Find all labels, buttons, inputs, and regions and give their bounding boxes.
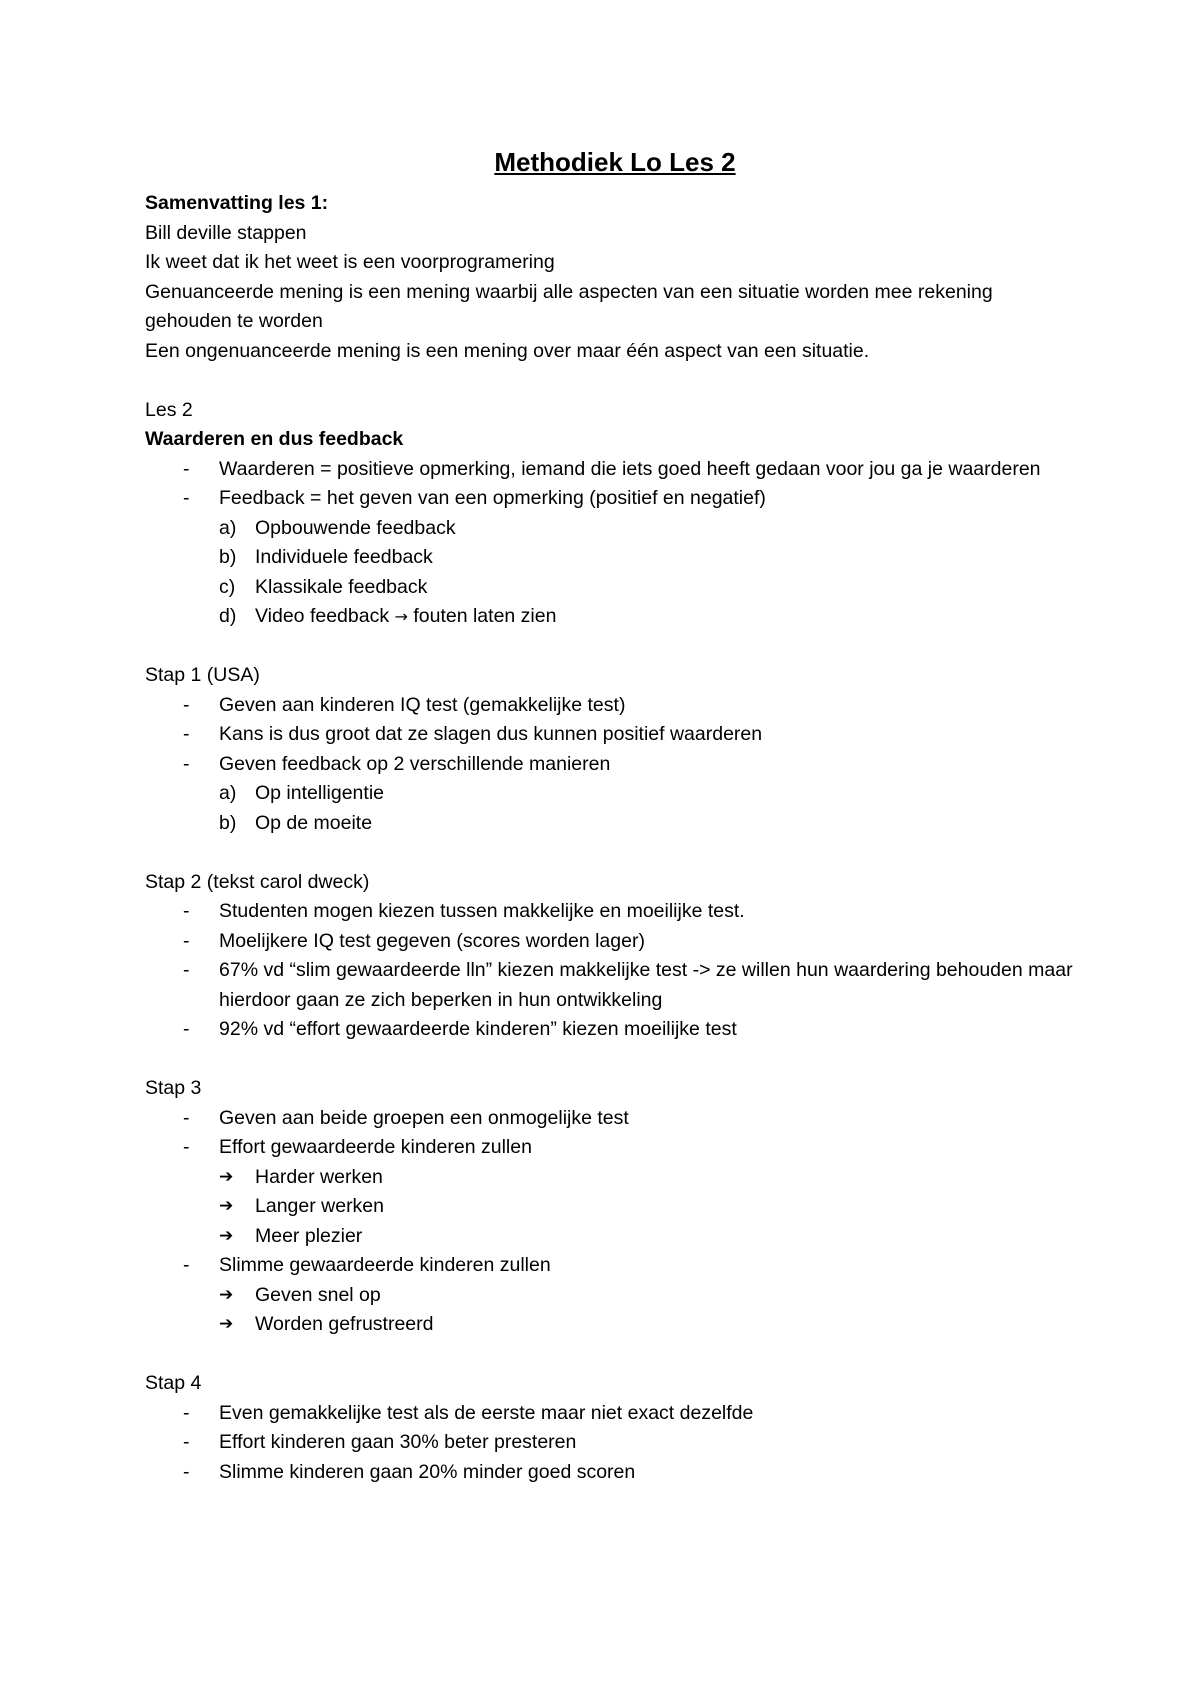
section-heading-stap4: Stap 4 xyxy=(145,1372,202,1394)
letter-marker: c) xyxy=(219,575,236,598)
sub-list-item-text: Video feedback xyxy=(255,605,390,627)
list-item-text: Geven aan beide groepen een onmogelijke test xyxy=(219,1106,629,1129)
document-page xyxy=(145,145,1075,1487)
sub-list-item-text: Opbouwende feedback xyxy=(255,516,456,539)
sub-list-item-text: fouten laten zien xyxy=(413,605,557,627)
dash-bullet: - xyxy=(183,1136,190,1158)
dash-bullet: - xyxy=(183,929,190,952)
list-item-text: Slimme kinderen gaan 20% minder goed scoren xyxy=(219,1460,636,1483)
dash-bullet: - xyxy=(183,457,190,480)
list-item-text: Even gemakkelijke test als de eerste maar niet exact dezelfde xyxy=(219,1401,754,1424)
letter-marker: b) xyxy=(219,811,237,834)
spacer xyxy=(145,632,1075,662)
list-item xyxy=(145,750,1075,780)
arrow-list-item xyxy=(145,1310,1075,1340)
sub-list-item xyxy=(145,573,1075,603)
summary-line: Genuanceerde mening is een mening waarbij alle aspecten van een situatie worden mee rekening gehouden te worden xyxy=(145,280,993,332)
sub-list-item-text: Op de moeite xyxy=(255,811,373,834)
list-item-text: Geven feedback op 2 verschillende manieren xyxy=(219,752,611,775)
document-title: Methodiek Lo Les 2 xyxy=(494,147,736,177)
dash-bullet: - xyxy=(183,1431,190,1453)
summary-line: Ik weet dat ik het weet is een voorprogramering xyxy=(145,251,555,273)
spacer xyxy=(145,366,1075,396)
letter-marker: a) xyxy=(219,516,237,539)
summary-line: Bill deville stappen xyxy=(145,221,307,244)
summary-line: Een ongenuanceerde mening is een mening over maar één aspect van een situatie. xyxy=(145,339,870,362)
list-item xyxy=(145,897,1075,927)
list-item-text: 67% vd “slim gewaardeerde lln” kiezen makkelijke test -> ze willen hun waardering behouden maar hierdoor gaan ze zich beperken in hun ontwikkeling xyxy=(219,959,1073,1011)
list-item xyxy=(145,1399,1075,1429)
list-item xyxy=(145,1104,1075,1134)
section-heading-stap3: Stap 3 xyxy=(145,1077,202,1099)
sub-list-item xyxy=(145,779,1075,809)
list-item-text: Effort kinderen gaan 30% beter presteren xyxy=(219,1431,577,1453)
spacer xyxy=(145,838,1075,868)
letter-marker: b) xyxy=(219,546,237,568)
bold-right-arrow-icon: ➔ xyxy=(219,1284,234,1305)
right-arrow-icon: → xyxy=(394,607,408,626)
list-item xyxy=(145,1133,1075,1163)
sub-list-item xyxy=(145,543,1075,573)
bold-right-arrow-icon: ➔ xyxy=(219,1314,234,1334)
dash-bullet: - xyxy=(183,1460,190,1483)
list-item-text: Moelijkere IQ test gegeven (scores worden lager) xyxy=(219,929,645,952)
arrow-list-item-text: Langer werken xyxy=(255,1195,384,1217)
arrow-list-item-text: Worden gefrustreerd xyxy=(255,1313,434,1335)
dash-bullet: - xyxy=(183,1018,190,1040)
sub-list-item xyxy=(145,602,1075,632)
letter-marker: d) xyxy=(219,605,237,627)
sub-list-item xyxy=(145,514,1075,544)
arrow-list-item xyxy=(145,1281,1075,1311)
dash-bullet: - xyxy=(183,693,190,716)
arrow-list-item xyxy=(145,1192,1075,1222)
list-item xyxy=(145,1458,1075,1488)
list-item xyxy=(145,1251,1075,1281)
list-item-text: 92% vd “effort gewaardeerde kinderen” kiezen moeilijke test xyxy=(219,1018,737,1040)
dash-bullet: - xyxy=(183,1401,190,1424)
dash-bullet: - xyxy=(183,487,190,509)
bold-right-arrow-icon: ➔ xyxy=(219,1166,234,1187)
sub-list-item xyxy=(145,809,1075,839)
bold-right-arrow-icon: ➔ xyxy=(219,1225,234,1246)
sub-list-item-text: Individuele feedback xyxy=(255,546,433,568)
arrow-list-item-text: Meer plezier xyxy=(255,1224,363,1247)
list-item xyxy=(145,720,1075,750)
sub-list-item-text: Klassikale feedback xyxy=(255,575,428,598)
section-heading-stap1: Stap 1 (USA) xyxy=(145,664,260,686)
list-item-text: Feedback = het geven van een opmerking (positief en negatief) xyxy=(219,487,766,509)
arrow-list-item xyxy=(145,1163,1075,1193)
arrow-list-item-text: Harder werken xyxy=(255,1165,383,1188)
list-item xyxy=(145,484,1075,514)
list-item xyxy=(145,691,1075,721)
section-heading-stap2: Stap 2 (tekst carol dweck) xyxy=(145,870,370,893)
letter-marker: a) xyxy=(219,782,237,804)
list-item xyxy=(145,956,1075,1015)
dash-bullet: - xyxy=(183,752,190,775)
sub-list-item-text: Op intelligentie xyxy=(255,782,384,804)
dash-bullet: - xyxy=(183,1106,190,1129)
dash-bullet: - xyxy=(183,900,190,922)
list-item xyxy=(145,927,1075,957)
spacer xyxy=(145,1340,1075,1370)
dash-bullet: - xyxy=(183,723,190,745)
list-item-text: Geven aan kinderen IQ test (gemakkelijke test) xyxy=(219,693,626,716)
list-item xyxy=(145,455,1075,485)
summary-heading: Samenvatting les 1: xyxy=(145,192,329,214)
list-item-text: Waarderen = positieve opmerking, iemand die iets goed heeft gedaan voor jou ga je waarderen xyxy=(219,457,1041,480)
list-item-text: Slimme gewaardeerde kinderen zullen xyxy=(219,1254,551,1276)
arrow-list-item-text: Geven snel op xyxy=(255,1283,381,1306)
list-item xyxy=(145,1428,1075,1458)
list-item-text: Studenten mogen kiezen tussen makkelijke en moeilijke test. xyxy=(219,900,745,922)
section-subheading-feedback: Waarderen en dus feedback xyxy=(145,428,404,450)
section-heading-les2: Les 2 xyxy=(145,398,193,421)
arrow-list-item xyxy=(145,1222,1075,1252)
bold-right-arrow-icon: ➔ xyxy=(219,1196,234,1216)
spacer xyxy=(145,1045,1075,1075)
list-item-text: Effort gewaardeerde kinderen zullen xyxy=(219,1136,532,1158)
list-item-text: Kans is dus groot dat ze slagen dus kunnen positief waarderen xyxy=(219,723,763,745)
dash-bullet: - xyxy=(183,959,190,981)
list-item xyxy=(145,1015,1075,1045)
dash-bullet: - xyxy=(183,1254,190,1276)
